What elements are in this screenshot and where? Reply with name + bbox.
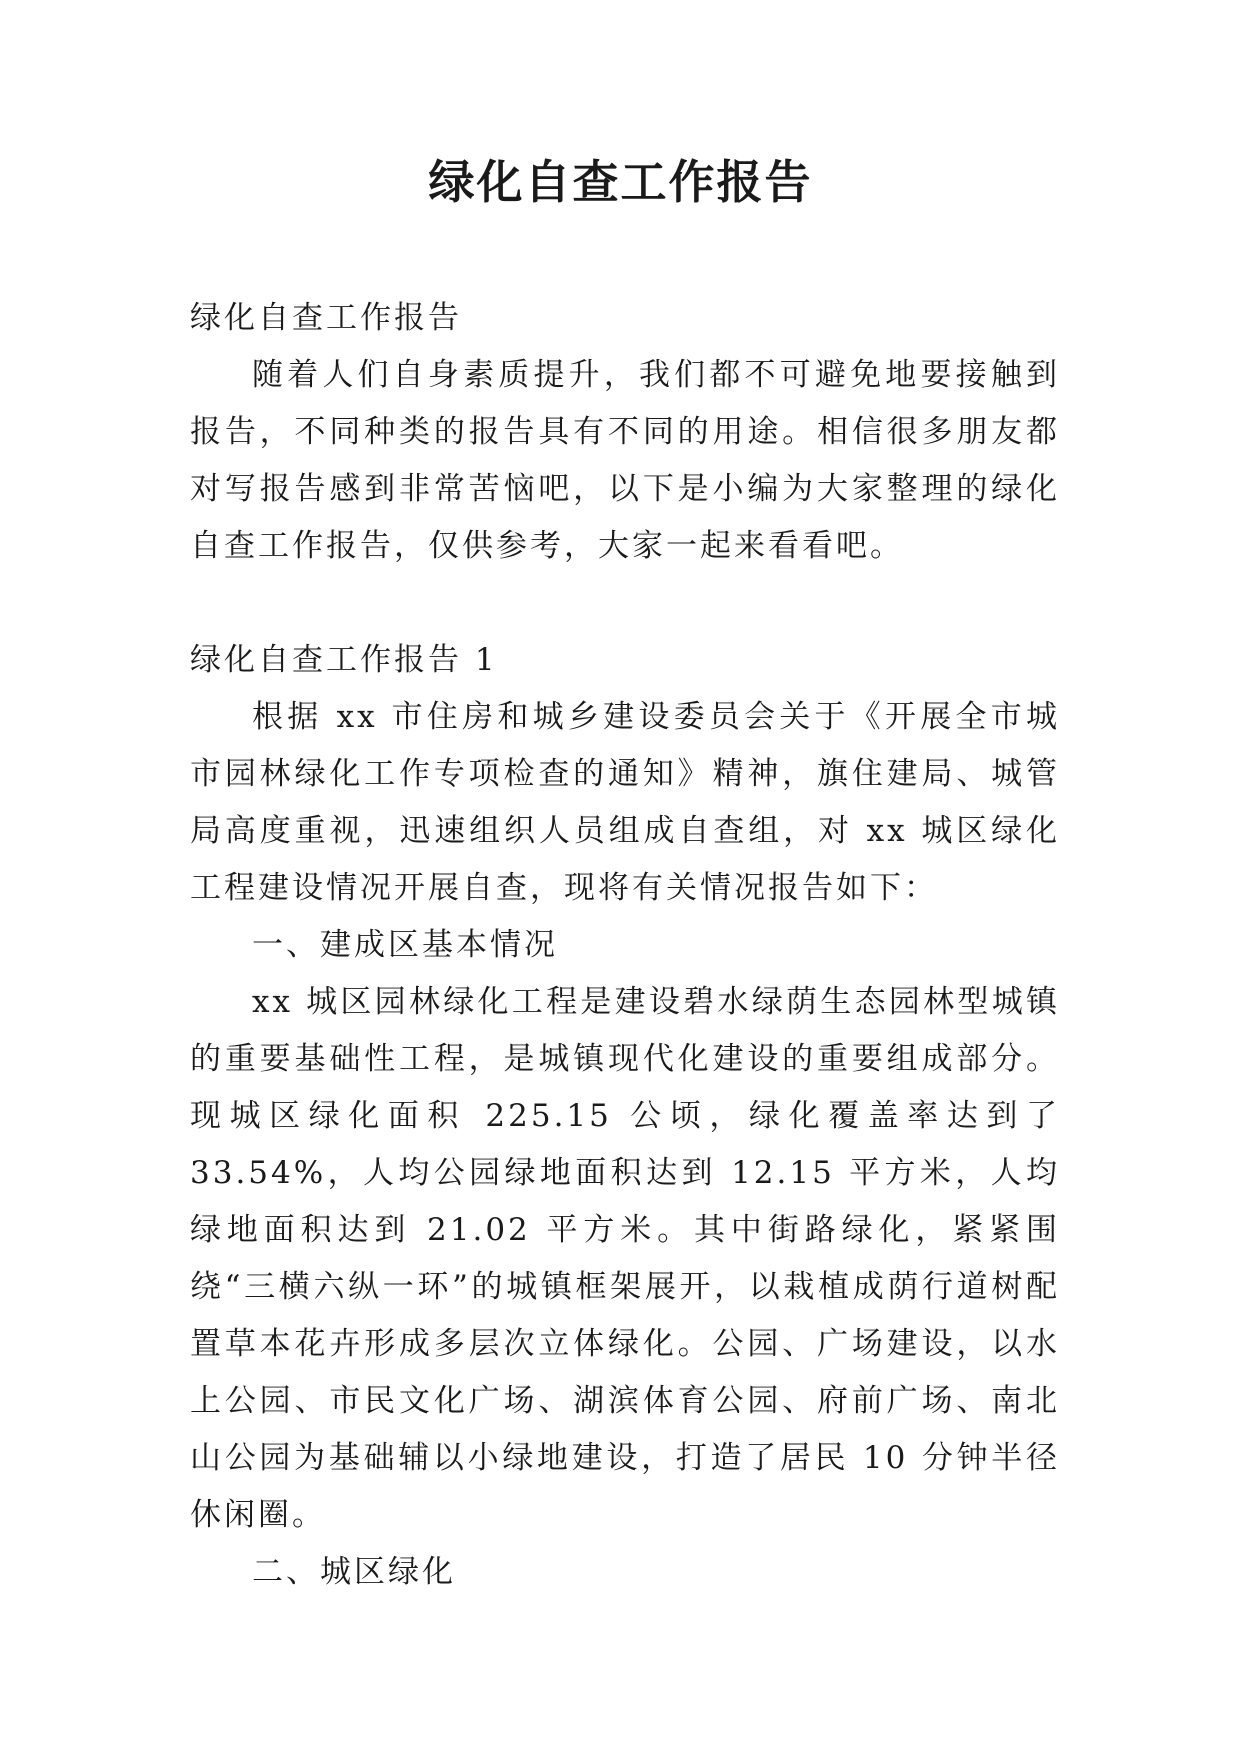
report-1-paragraph-2: xx 城区园林绿化工程是建设碧水绿荫生态园林型城镇的重要基础性工程，是城镇现代化建设的重要组成部分。现城区绿化面积 225.15 公顷，绿化覆盖率达到了 33.54%，人均公园绿地面积达到 12.15 平方米，人均绿地面积达到 21.02 平方米。其中街路绿化，紧紧围绕“三横六纵一环”的城镇框架展开，以栽植成荫行道树配置草本花卉形成多层次立体绿化。公园、广场建设，以水上公园、市民文化广场、湖滨体育公园、府前广场、南北山公园为基础辅以小绿地建设，打造了居民 10 分钟半径休闲圈。 xyxy=(190,984,1060,1533)
section-spacer xyxy=(190,575,1060,632)
intro-paragraph: 随着人们自身素质提升，我们都不可避免地要接触到报告，不同种类的报告具有不同的用途。相信很多朋友都对写报告感到非常苦恼吧，以下是小编为大家整理的绿化自查工作报告，仅供参考，大家一起来看看吧。 xyxy=(190,357,1060,564)
subheading-urban-greening: 二、城区绿化 xyxy=(252,1554,456,1590)
section-heading-intro: 绿化自查工作报告 xyxy=(190,300,462,336)
section-heading-report-1: 绿化自查工作报告 1 xyxy=(190,642,498,678)
report-1-paragraph-1: 根据 xx 市住房和城乡建设委员会关于《开展全市城市园林绿化工作专项检查的通知》精神，旗住建局、城管局高度重视，迅速组织人员组成自查组，对 xx 城区绿化工程建设情况开展自查，现将有关情况报告如下： xyxy=(190,699,1060,906)
subheading-basic-situation: 一、建成区基本情况 xyxy=(252,927,558,963)
document-body xyxy=(190,290,1060,1601)
document-title: 绿化自查工作报告 xyxy=(428,155,813,209)
